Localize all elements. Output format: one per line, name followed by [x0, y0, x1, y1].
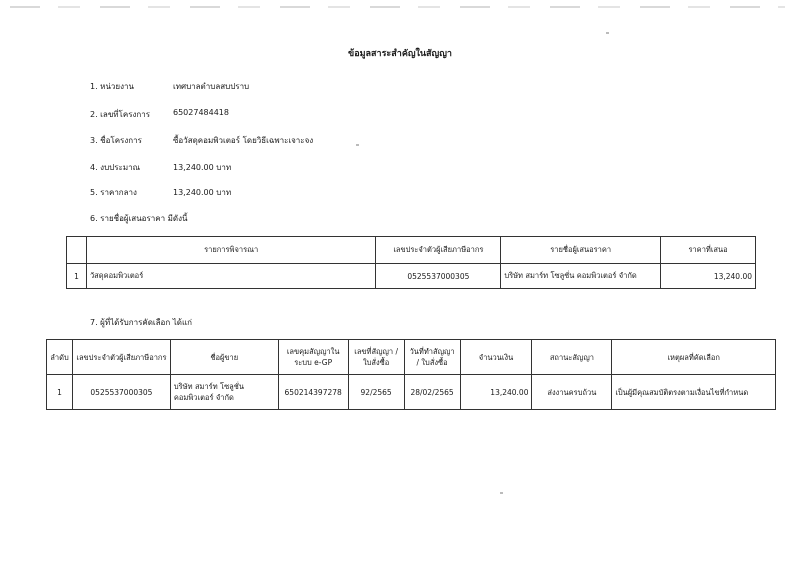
table-row — [67, 264, 756, 289]
field-value: 65027484418 — [173, 108, 229, 117]
column-header: ราคาที่เสนอ — [661, 237, 756, 264]
cell-tax-id: 0525537000305 — [376, 264, 501, 289]
column-header: รายชื่อผู้เสนอราคา — [501, 237, 661, 264]
document-title: ข้อมูลสาระสำคัญในสัญญา — [348, 49, 452, 59]
cell-tax-id: 0525537000305 — [72, 375, 170, 410]
column-header: เลขประจำตัวผู้เสียภาษีอากร — [376, 237, 501, 264]
column-header: ลำดับ — [47, 340, 73, 375]
field-label: 4. งบประมาณ — [90, 163, 141, 172]
field-value: 13,240.00 บาท — [173, 163, 232, 172]
cell-seller: บริษัท สมาร์ท โซลูชั่น คอมพิวเตอร์ จำกัด — [170, 375, 278, 410]
field-value: ซื้อวัสดุคอมพิวเตอร์ โดยวิธีเฉพาะเจาะจง — [173, 136, 314, 145]
column-header — [67, 237, 87, 264]
column-header: รายการพิจารณา — [86, 237, 375, 264]
cell-no: 1 — [47, 375, 73, 410]
scan-speck — [606, 32, 609, 34]
field-value: 13,240.00 บาท — [173, 188, 232, 197]
field-label: 3. ชื่อโครงการ — [90, 136, 142, 145]
field-value: เทศบาลตำบลสบปราบ — [173, 82, 250, 91]
column-header: เหตุผลที่คัดเลือก — [612, 340, 776, 375]
column-header: วันที่ทำสัญญา / ใบสั่งซื้อ — [404, 340, 460, 375]
scan-header-noise — [10, 6, 785, 8]
cell-reason: เป็นผู้มีคุณสมบัติตรงตามเงื่อนไขที่กำหนด — [612, 375, 776, 410]
column-header: สถานะสัญญา — [532, 340, 612, 375]
cell-contract-no: 92/2565 — [348, 375, 404, 410]
field-label: 2. เลขที่โครงการ — [90, 110, 151, 119]
field-label: 1. หน่วยงาน — [90, 82, 134, 91]
column-header: เลขที่สัญญา / ใบสั่งซื้อ — [348, 340, 404, 375]
section-7-heading: 7. ผู้ที่ได้รับการคัดเลือก ได้แก่ — [90, 318, 192, 327]
cell-amount: 13,240.00 — [460, 375, 532, 410]
column-header: ชื่อผู้ขาย — [170, 340, 278, 375]
scan-speck — [356, 144, 359, 146]
column-header: เลขคุมสัญญาในระบบ e-GP — [278, 340, 348, 375]
cell-egp-number: 650214397278 — [278, 375, 348, 410]
winners-table — [46, 339, 776, 410]
cell-status: ส่งงานครบถ้วน — [532, 375, 612, 410]
table-header-row — [47, 340, 776, 375]
cell-contract-date: 28/02/2565 — [404, 375, 460, 410]
field-label: 5. ราคากลาง — [90, 188, 137, 197]
cell-price: 13,240.00 — [661, 264, 756, 289]
cell-no: 1 — [67, 264, 87, 289]
table-header-row — [67, 237, 756, 264]
column-header: เลขประจำตัวผู้เสียภาษีอากร — [72, 340, 170, 375]
cell-item: วัสดุคอมพิวเตอร์ — [86, 264, 375, 289]
cell-bidder-name: บริษัท สมาร์ท โซลูชั่น คอมพิวเตอร์ จำกัด — [501, 264, 661, 289]
table-row — [47, 375, 776, 410]
column-header: จำนวนเงิน — [460, 340, 532, 375]
bidders-table — [66, 236, 756, 289]
scan-speck — [500, 492, 503, 494]
section-6-heading: 6. รายชื่อผู้เสนอราคา มีดังนี้ — [90, 214, 188, 223]
